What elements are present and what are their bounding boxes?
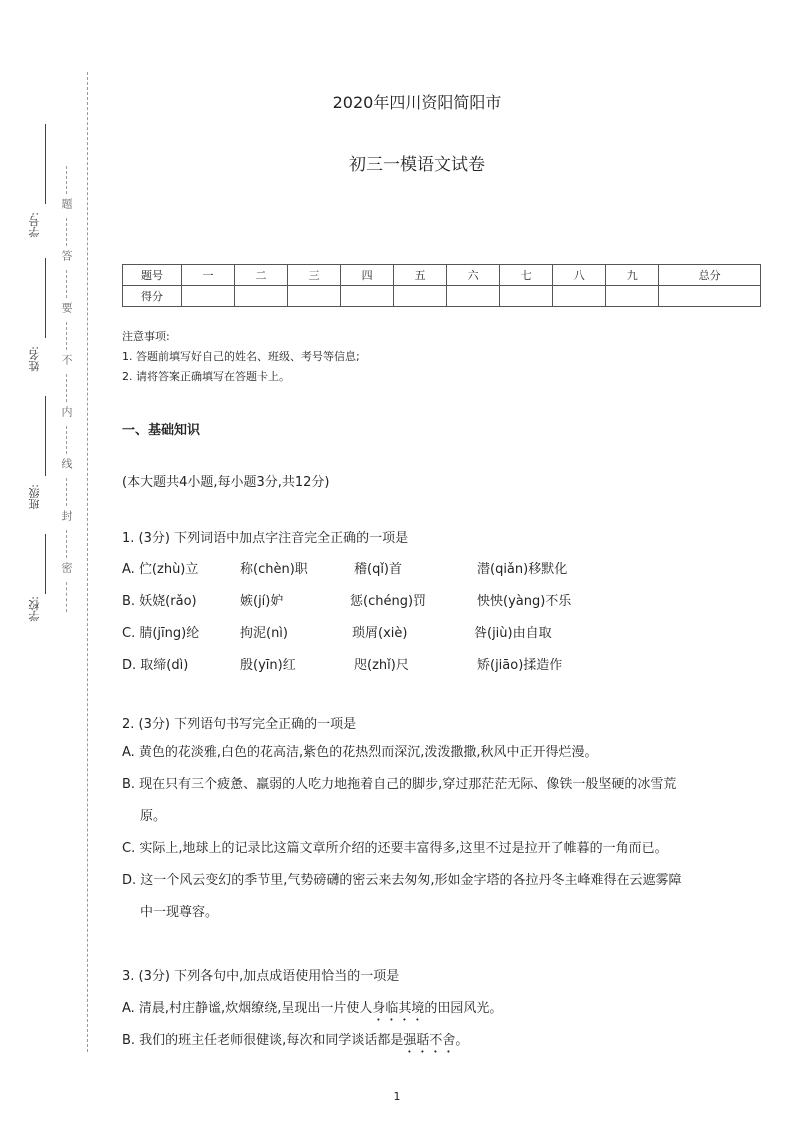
question-3-option-b bbox=[122, 1029, 468, 1056]
option-text: 。 bbox=[455, 1033, 469, 1048]
option-item: B. 妖娆(rǎo) bbox=[122, 594, 197, 609]
option-item: 矫(jiāo)揉造作 bbox=[477, 658, 563, 673]
notes-item: 1. 答题前填写好自己的姓名、班级、考号等信息; bbox=[122, 350, 360, 363]
seal-char: 题 bbox=[60, 198, 73, 209]
score-header-cell: 七 bbox=[500, 265, 553, 286]
score-header-cell: 三 bbox=[288, 265, 341, 286]
score-table bbox=[122, 264, 761, 307]
option-text: A. 清晨,村庄静谧,炊烟缭绕,呈现出一片使人 bbox=[122, 1001, 373, 1016]
seal-char: 答 bbox=[60, 250, 73, 261]
score-cell[interactable] bbox=[182, 286, 235, 307]
score-cell[interactable] bbox=[341, 286, 394, 307]
score-header-cell: 题号 bbox=[123, 265, 182, 286]
option-item: D. 取缔(dì) bbox=[122, 658, 189, 673]
score-header-cell: 五 bbox=[394, 265, 447, 286]
seal-dash bbox=[66, 322, 67, 350]
score-row-label: 得分 bbox=[123, 286, 182, 307]
question-2-option-d-cont: 中一现尊容。 bbox=[140, 905, 219, 920]
seal-dash bbox=[66, 218, 67, 246]
class-line[interactable] bbox=[45, 396, 46, 476]
seal-dash bbox=[66, 270, 67, 298]
notes-block bbox=[122, 327, 360, 387]
score-header-cell: 六 bbox=[447, 265, 500, 286]
score-header-cell: 八 bbox=[553, 265, 606, 286]
notes-heading: 注意事项: bbox=[122, 330, 170, 343]
school-line[interactable] bbox=[45, 534, 46, 594]
option-text: 的田园风光。 bbox=[424, 1001, 503, 1016]
score-table-header-row bbox=[123, 265, 761, 286]
option-item: 嫉(jí)妒 bbox=[240, 594, 284, 609]
score-cell[interactable] bbox=[235, 286, 288, 307]
question-3-option-a bbox=[122, 997, 502, 1024]
school-label: 学校: bbox=[28, 596, 41, 622]
score-header-cell: 九 bbox=[606, 265, 659, 286]
seal-dash bbox=[66, 478, 67, 506]
seal-dash bbox=[66, 374, 67, 402]
option-item: 怏怏(yàng)不乐 bbox=[477, 594, 572, 609]
option-item: 殷(yīn)红 bbox=[240, 658, 296, 673]
option-text: B. 我们的班主任老师很健谈,每次和同学谈话都是 bbox=[122, 1033, 404, 1048]
option-item: 潜(qiǎn)移默化 bbox=[477, 562, 568, 577]
page-number: 1 bbox=[393, 1090, 401, 1103]
section-title: 一、基础知识 bbox=[122, 423, 201, 438]
score-cell[interactable] bbox=[606, 286, 659, 307]
question-2-stem: 2. (3分) 下列语句书写完全正确的一项是 bbox=[122, 717, 357, 732]
seal-dash bbox=[66, 426, 67, 454]
seal-char: 封 bbox=[60, 510, 73, 521]
seal-char: 要 bbox=[60, 302, 73, 313]
score-header-cell: 二 bbox=[235, 265, 288, 286]
question-2-option-b-cont: 原。 bbox=[140, 809, 167, 824]
score-cell[interactable] bbox=[553, 286, 606, 307]
exam-title: 2020年四川资阳简阳市 bbox=[332, 93, 502, 112]
score-cell[interactable] bbox=[394, 286, 447, 307]
notes-item: 2. 请将答案正确填写在答题卡上。 bbox=[122, 370, 290, 383]
seal-dash bbox=[66, 582, 67, 612]
question-2-option-b: B. 现在只有三个疲惫、羸弱的人吃力地拖着自己的脚步,穿过那茫茫无际、像铁一般坚硬的冰雪荒 bbox=[122, 777, 677, 792]
name-label: 姓名: bbox=[28, 346, 41, 372]
option-item: 咫(zhǐ)尺 bbox=[354, 658, 409, 673]
question-2-options bbox=[122, 737, 762, 929]
binding-dashed-line bbox=[87, 72, 88, 1052]
option-item: 稽(qǐ)首 bbox=[354, 562, 403, 577]
question-3-stem: 3. (3分) 下列各句中,加点成语使用恰当的一项是 bbox=[122, 969, 400, 984]
score-header-cell: 总分 bbox=[659, 265, 761, 286]
seal-char: 内 bbox=[60, 406, 73, 417]
seal-char: 不 bbox=[60, 354, 73, 365]
seal-char: 线 bbox=[60, 458, 73, 469]
class-label: 班级: bbox=[28, 484, 41, 510]
score-cell[interactable] bbox=[659, 286, 761, 307]
score-table-score-row bbox=[123, 286, 761, 307]
option-item: 惩(chéng)罚 bbox=[350, 594, 427, 609]
option-item: C. 腈(jīng)纶 bbox=[122, 626, 200, 641]
question-2-option-a: A. 黄色的花淡雅,白色的花高洁,紫色的花热烈而深沉,泼泼撒撒,秋风中正开得烂漫。 bbox=[122, 745, 598, 760]
question-2-option-d: D. 这一个风云变幻的季节里,气势磅礴的密云来去匆匆,形如金字塔的各拉丹冬主峰难得在云遮雾障 bbox=[122, 873, 682, 888]
option-item: 拘泥(nì) bbox=[240, 626, 288, 641]
score-cell[interactable] bbox=[447, 286, 500, 307]
option-item: A. 伫(zhù)立 bbox=[122, 562, 199, 577]
option-item: 称(chèn)职 bbox=[240, 562, 308, 577]
option-item: 咎(jiù)由自取 bbox=[474, 626, 552, 641]
option-item: 琐屑(xiè) bbox=[352, 626, 408, 641]
score-cell[interactable] bbox=[288, 286, 341, 307]
dotted-idiom: 身临其境 bbox=[372, 1001, 425, 1016]
exam-subtitle: 初三一模语文试卷 bbox=[349, 155, 485, 175]
seal-char: 密 bbox=[60, 562, 73, 573]
seal-dash bbox=[66, 530, 67, 558]
section-description: (本大题共4小题,每小题3分,共12分) bbox=[122, 475, 330, 490]
dotted-idiom: 强聒不舍 bbox=[403, 1033, 456, 1048]
score-cell[interactable] bbox=[500, 286, 553, 307]
question-1-stem: 1. (3分) 下列词语中加点字注音完全正确的一项是 bbox=[122, 531, 409, 546]
name-line[interactable] bbox=[45, 258, 46, 338]
score-header-cell: 一 bbox=[182, 265, 235, 286]
student-id-label: 学号: bbox=[28, 212, 41, 238]
question-2-option-c: C. 实际上,地球上的记录比这篇文章所介绍的还要丰富得多,这里不过是拉开了帷暮的一角而已。 bbox=[122, 841, 668, 856]
score-header-cell: 四 bbox=[341, 265, 394, 286]
